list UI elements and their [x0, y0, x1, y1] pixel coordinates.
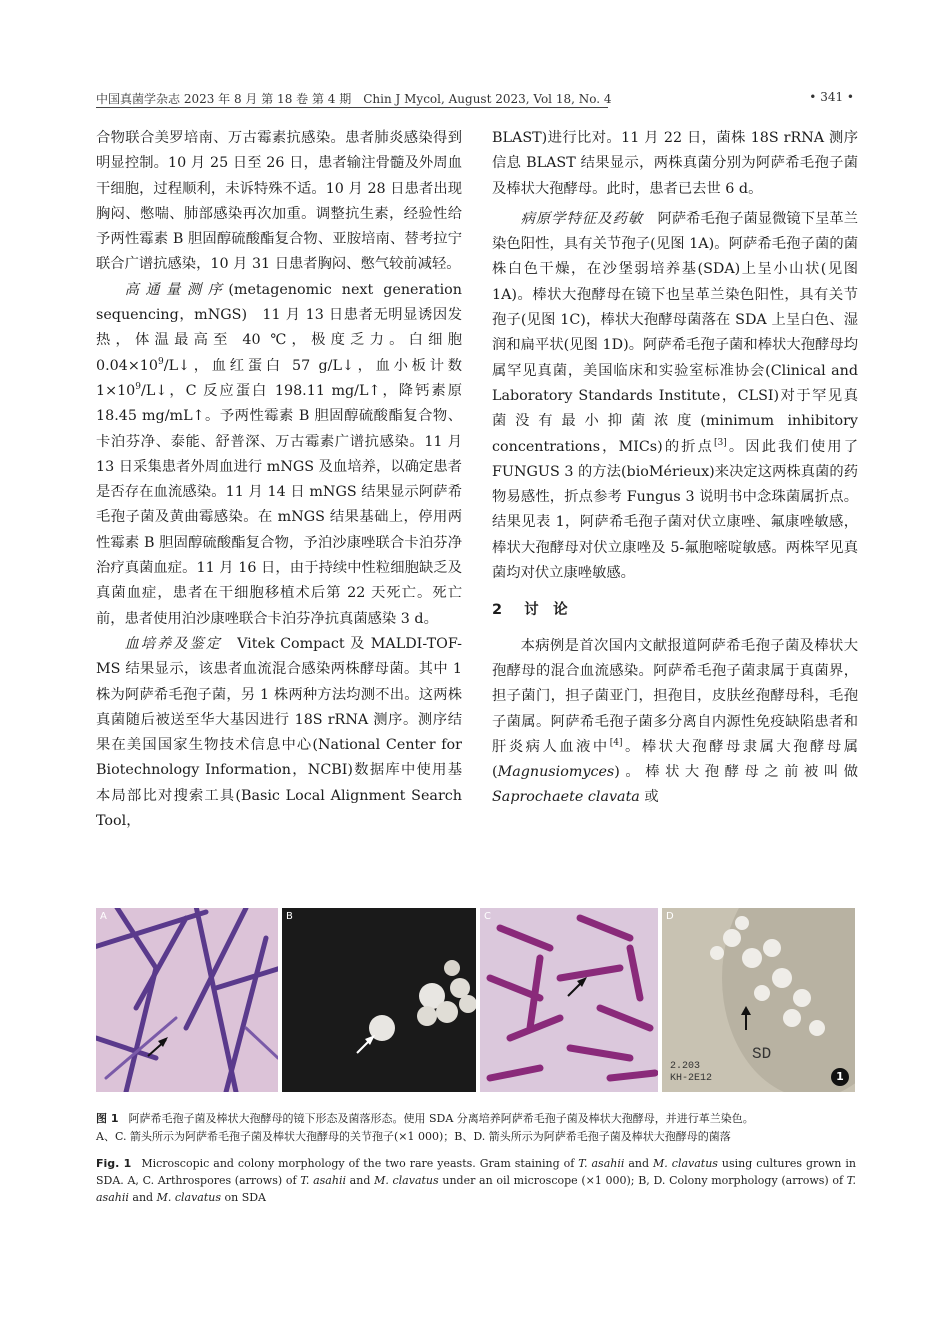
caption-cn-line1 — [96, 1110, 856, 1128]
panel-label-b: B — [286, 911, 293, 922]
run-in-heading: 高通量测序 — [124, 281, 229, 298]
superscript: 9 — [135, 382, 142, 393]
species-name: Saprochaete clavata — [492, 789, 640, 806]
figure-caption-en — [96, 1155, 856, 1206]
genus-name: Magnusiomyces — [497, 764, 615, 781]
citation: [3] — [714, 437, 727, 448]
paragraph-pathogen — [492, 207, 858, 586]
text: )。棒状大孢酵母之前被叫做 — [614, 764, 858, 781]
citation: [4] — [609, 738, 623, 749]
arthrospore-image — [480, 908, 658, 1092]
page-number: • 341 • — [809, 90, 854, 104]
panel-d-colony — [662, 908, 855, 1092]
text: 。棒状大孢酵母隶属大孢酵母属( — [492, 738, 858, 781]
caption-cn-line2: A、C. 箭头所示为阿萨希毛孢子菌及棒状大孢酵母的关节孢子(×1 000)；B、D. 箭头所示为阿萨希毛孢子菌及棒状大孢酵母的菌落 — [96, 1130, 731, 1143]
plate-label-1: 2.203 — [670, 1061, 701, 1072]
journal-info: 中国真菌学杂志 2023 年 8 月 第 18 卷 第 4 期 Chin J Mycol, August 2023, Vol 18, No. 4 — [96, 92, 612, 106]
text: Microscopic and colony morphology of the two rare yeasts. Gram staining of — [141, 1157, 579, 1170]
paragraph-mngs — [96, 278, 462, 632]
section-number: 2 — [492, 602, 503, 619]
paragraph: BLAST)进行比对。11 月 22 日，菌株 18S rRNA 测序信息 BLAST 结果显示，两株真菌分别为阿萨希毛孢子菌及棒状大孢酵母。此时，患者已去世 6 d。 — [492, 130, 858, 197]
text: /L↓，C 反应蛋白 198.11 mg/L↑，降钙素原 18.45 mg/mL↑。予两性霉素 B 胆固醇硫酸酯复合物、卡泊芬净、泰能、舒普深、万古霉素广谱抗感染。11 月 13 日采集患者外周血进行 mNGS 及血培养，以确定患者是否存在血流感染。11 月 14 日 mNGS 结果显示阿萨希毛孢子菌及黄曲霉感染。在 mNGS 结果基础上，停用两性霉素 B 胆固醇硫酸酯复合物，予泊沙康唑联合卡泊芬净治疗真菌血症。11 月 16 日，由于持续中性粒细胞缺乏及真菌血症，患者在干细胞移植术后第 22 天死亡。死亡前，患者使用泊沙康唑联合卡泊芬净抗真菌感染 3 d。 — [96, 382, 462, 627]
text: 本病例是首次国内文献报道阿萨希毛孢子菌及棒状大孢酵母的混合血流感染。阿萨希毛孢子菌隶属于真菌界，担子菌门，担子菌亚门，担孢目，皮肤丝孢酵母科，毛孢子菌属。阿萨希毛孢子菌多分离自内源性免疫缺陷患者和肝炎病人血液中 — [492, 637, 858, 755]
species: T. asahii — [578, 1157, 625, 1170]
right-column — [492, 126, 858, 811]
panel-label-d: D — [666, 911, 674, 922]
left-column — [96, 126, 462, 834]
text: and — [624, 1157, 654, 1170]
text: 阿萨希毛孢子菌显微镜下呈革兰染色阳性，具有关节孢子(见图 1A)。阿萨希毛孢子菌的菌株白色干燥，在沙堡弱培养基(SDA)上呈小山状(见图 1A)。棒状大孢酵母在镜下也呈革兰染色阳性，具有关节孢子(见图 1C)，棒状大孢酵母菌落在 SDA 上呈白色、湿润和扁平状(见图 1D)。阿萨希毛孢子菌和棒状大孢酵母均属罕见真菌，美国临床和实验室标准协会(Clinical and Laboratory Standards Institute，CLSI)对于罕见真菌没有最小抑菌浓度(minimum inhibitory concentrations，MICs)的折点 — [492, 210, 859, 455]
species: T. asahii — [96, 1174, 856, 1204]
panel-label-c: C — [484, 911, 491, 922]
superscript: 9 — [158, 356, 164, 367]
figure-badge: 1 — [831, 1068, 849, 1086]
text: and — [128, 1191, 157, 1204]
panel-a-micrograph — [96, 908, 278, 1092]
paragraph: 合物联合美罗培南、万古霉素抗感染。患者肺炎感染得到明显控制。10 月 25 日至 26 日，患者输注骨髓及外周血干细胞，过程顺利，未诉特殊不适。10 月 28 日患者出现胸闷、憋喘、肺部感染再次加重。调整抗生素，经验性给予两性霉素 B 胆固醇硫酸酯复合物、亚胺培南、替考拉宁联合广谱抗感染，10 月 31 日患者胸闷、憋气较前减轻。 — [96, 130, 462, 273]
figure-caption-cn — [96, 1110, 856, 1146]
header-rule — [96, 107, 608, 108]
paragraph-blood-culture — [96, 632, 462, 834]
species: M. clavatus — [653, 1157, 718, 1170]
colony-image-d — [662, 908, 855, 1092]
text: and — [346, 1174, 375, 1187]
plate-label-3: SD — [752, 1045, 772, 1063]
species: T. asahii — [300, 1174, 346, 1187]
text: Vitek Compact 及 MALDI-TOF-MS 结果显示，该患者血流混合感染两株酵母菌。其中 1 株为阿萨希毛孢子菌，另 1 株两种方法均测不出。这两株真菌随后被送至华大基因进行 18S rRNA 测序。测序结果在美国国家生物技术信息中心(National Center for Biotechnology Information，NCBI)数据库中使用基本局部比对搜索工具(Basic Local Alignment Search Tool， — [96, 635, 463, 830]
caption-label: 图 1 — [96, 1112, 119, 1125]
run-in-heading: 血培养及鉴定 — [124, 635, 222, 652]
species: M. clavatus — [156, 1191, 221, 1204]
text: (metagenomic next generation sequencing，mNGS) 11 月 13 日患者无明显诱因发热，体温最高至 40 ℃，极度乏力。白细胞 0.04×10 — [96, 281, 462, 374]
species: M. clavatus — [374, 1174, 439, 1187]
text: on SDA — [221, 1191, 266, 1204]
caption-text: 阿萨希毛孢子菌及棒状大孢酵母的镜下形态及菌落形态。使用 SDA 分离培养阿萨希毛孢子菌及棒状大孢酵母，并进行革兰染色。 — [128, 1112, 754, 1125]
panel-b-colony — [282, 908, 476, 1092]
text: 。因此我们使用了 FUNGUS 3 的方法(bioMérieux)来决定这两株真菌的药物易感性，折点参考 Fungus 3 说明书中念珠菌属折点。结果见表 1，阿萨希毛孢子菌对伏立康唑、氟康唑敏感，棒状大孢酵母对伏立康唑及 5-氟胞嘧啶敏感。两株罕见真菌均对伏立康唑敏感。 — [492, 438, 858, 582]
section-heading — [492, 598, 858, 623]
text: under an oil microscope (×1 000); B, D. Colony morphology (arrows) of — [438, 1174, 847, 1187]
text: 或 — [639, 789, 659, 806]
running-header — [96, 88, 858, 108]
section-title: 讨 论 — [524, 602, 568, 619]
figure-1 — [96, 908, 855, 1092]
plate-label-2: KH-2E12 — [670, 1073, 713, 1084]
text: using cultures grown in SDA. A, C. Arthrospores (arrows) of — [96, 1157, 856, 1187]
colony-image-b — [282, 908, 476, 1092]
run-in-heading: 病原学特征及药敏 — [520, 210, 644, 227]
paragraph-discussion — [492, 634, 858, 811]
hyphae-image — [96, 908, 278, 1092]
panel-label-a: A — [100, 911, 107, 922]
panel-c-micrograph — [480, 908, 658, 1092]
caption-label-en: Fig. 1 — [96, 1157, 132, 1170]
text: /L↓，血红蛋白 57 g/L↓，血小板计数 1×10 — [96, 357, 462, 399]
